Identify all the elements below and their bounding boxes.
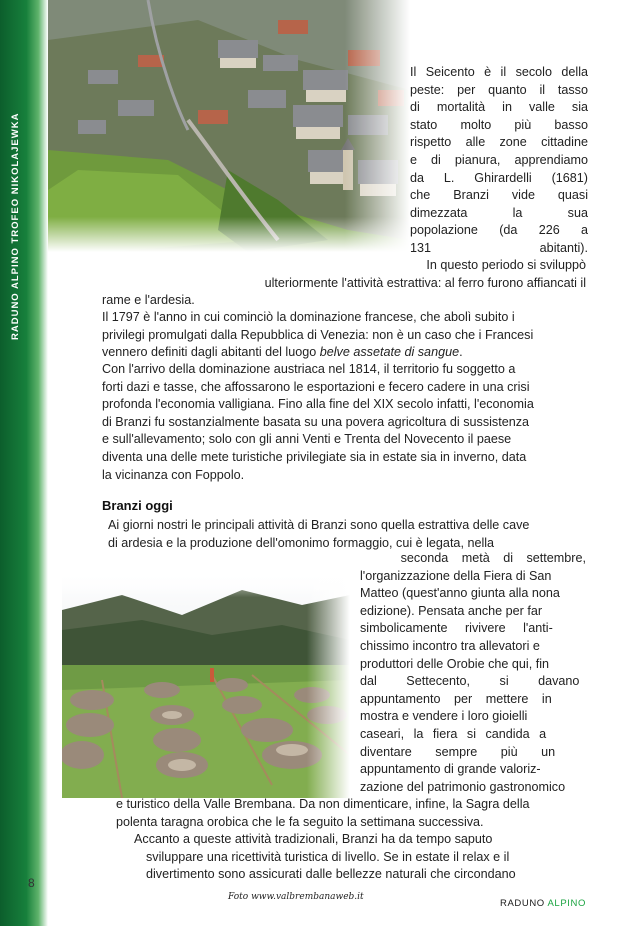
text-line: che Branzi vide quasi [410, 188, 588, 203]
text-line: stato molto più basso [410, 117, 588, 132]
text-fragment: vennero definiti dagli abitanti del luogo [102, 345, 317, 360]
text-line: appuntamento di grande valoriz- [360, 762, 541, 777]
text-line: Con l'arrivo della dominazione austriaca nel 1814, il territorio fu soggetto a [102, 362, 516, 376]
text-line: Il 1797 è l'anno in cui cominciò la dominazione francese, che abolì subito i [102, 310, 515, 324]
text-line: appuntamento per mettere in [360, 691, 552, 706]
brand-raduno: RADUNO [500, 898, 545, 909]
text-line: di ardesia e la produzione dell'omonimo formaggio, cui è legata, nella [108, 535, 495, 550]
text-line: mostra e vendere i loro gioielli [360, 709, 528, 724]
paragraph-sagra [116, 796, 586, 831]
page-number: 8 [28, 876, 35, 890]
text-line: Accanto a queste attività tradizionali, Branzi ha da tempo saputo [134, 832, 493, 846]
paragraph-tourism [134, 831, 586, 884]
text-line: e turistico della Valle Brembana. Da non dimenticare, infine, la Sagra della [116, 797, 530, 811]
text-line: Matteo (quest'anno giunta alla nona [360, 586, 560, 601]
text-line: rispetto alle zone cittadine [410, 135, 588, 150]
text-line: diventa una delle mete turistiche privilegiate sia in estate sia in inverno, data [102, 449, 527, 464]
text-line: dal Settecento, si davano [360, 674, 580, 689]
intro-paragraph [410, 64, 588, 258]
text-line: ulteriormente l'attività estrattiva: al ferro furono affiancati il [264, 275, 586, 290]
text-line: In questo periodo si sviluppò [426, 258, 586, 272]
text-line [102, 344, 586, 362]
text-line: la vicinanza con Foppolo. [102, 467, 245, 482]
text-line: polenta taragna orobica che le fa seguito la settimana successiva. [116, 814, 484, 829]
text-line: sviluppare una ricettività turistica di livello. Se in estate il relax e il [146, 849, 510, 864]
section-heading: Branzi oggi [102, 498, 173, 513]
text-line: di Branzi fu sostanzialmente basata su una povera agricoltura di sussistenza [102, 414, 530, 429]
text-line: seconda metà di settembre, [400, 551, 586, 565]
text-line: Ai giorni nostri le principali attività di Branzi sono quella estrattiva delle cave [108, 518, 530, 532]
text-line: 131 abitanti). [410, 240, 588, 255]
text-line: dimezzata la sua [410, 205, 588, 220]
text-line: diventare sempre più un [360, 744, 556, 759]
text-line: zazione del patrimonio gastronomico [360, 779, 566, 794]
text-line: e sull'allevamento; solo con gli anni Venti e Trenta del Novecento il paese [102, 432, 512, 447]
text-line: privilegi promulgati dalla Repubblica di Venezia: non è un caso che i Francesi [102, 327, 534, 342]
footer-brand [500, 898, 586, 909]
paragraph-french [102, 309, 586, 362]
text-line: profonda l'economia valligiana. Fino alla fine del XIX secolo infatti, l'economia [102, 397, 534, 412]
paragraph-today-intro [108, 517, 586, 552]
text-line: rame e l'ardesia. [102, 293, 195, 308]
cattle-fair-photo [62, 570, 350, 798]
text-line: di mortalità in valle sia [410, 100, 588, 115]
text-line: edizione). Pensata anche per far [360, 603, 543, 618]
text-line: divertimento sono assicurati dalle bellezze naturali che circondano [146, 867, 516, 882]
text-line: produttori delle Orobie che qui, fin [360, 656, 550, 671]
text-line: chissimo incontro tra allevatori e [360, 638, 540, 653]
fair-column [360, 550, 586, 796]
brand-alpino: ALPINO [547, 898, 586, 909]
text-line: popolazione (da 226 a [410, 223, 588, 238]
text-line: l'organizzazione della Fiera di San [360, 568, 552, 583]
village-photo [48, 0, 410, 252]
text-line: e di pianura, apprendiamo [410, 152, 588, 167]
text-fragment: . [459, 345, 463, 360]
text-line: caseari, la fiera si candida a [360, 726, 547, 741]
paragraph-mining [102, 257, 586, 310]
text-line: simbolicamente rivivere l'anti- [360, 621, 553, 636]
text-line: Il Seicento è il secolo della [410, 65, 588, 79]
text-line: da L. Ghirardelli (1681) [410, 170, 588, 185]
photo-credit: Foto www.valbrembanaweb.it [228, 892, 364, 902]
paragraph-austrian [102, 361, 586, 484]
text-line: peste: per quanto il tasso [410, 82, 588, 97]
italic-quote: belve assetate di sangue [319, 345, 460, 360]
sidebar-title: RADUNO ALPINO TROFEO NIKOLAJEWKA [10, 112, 21, 340]
text-line: forti dazi e tasse, che affossarono le esportazioni e fecero cadere in una crisi [102, 379, 530, 394]
